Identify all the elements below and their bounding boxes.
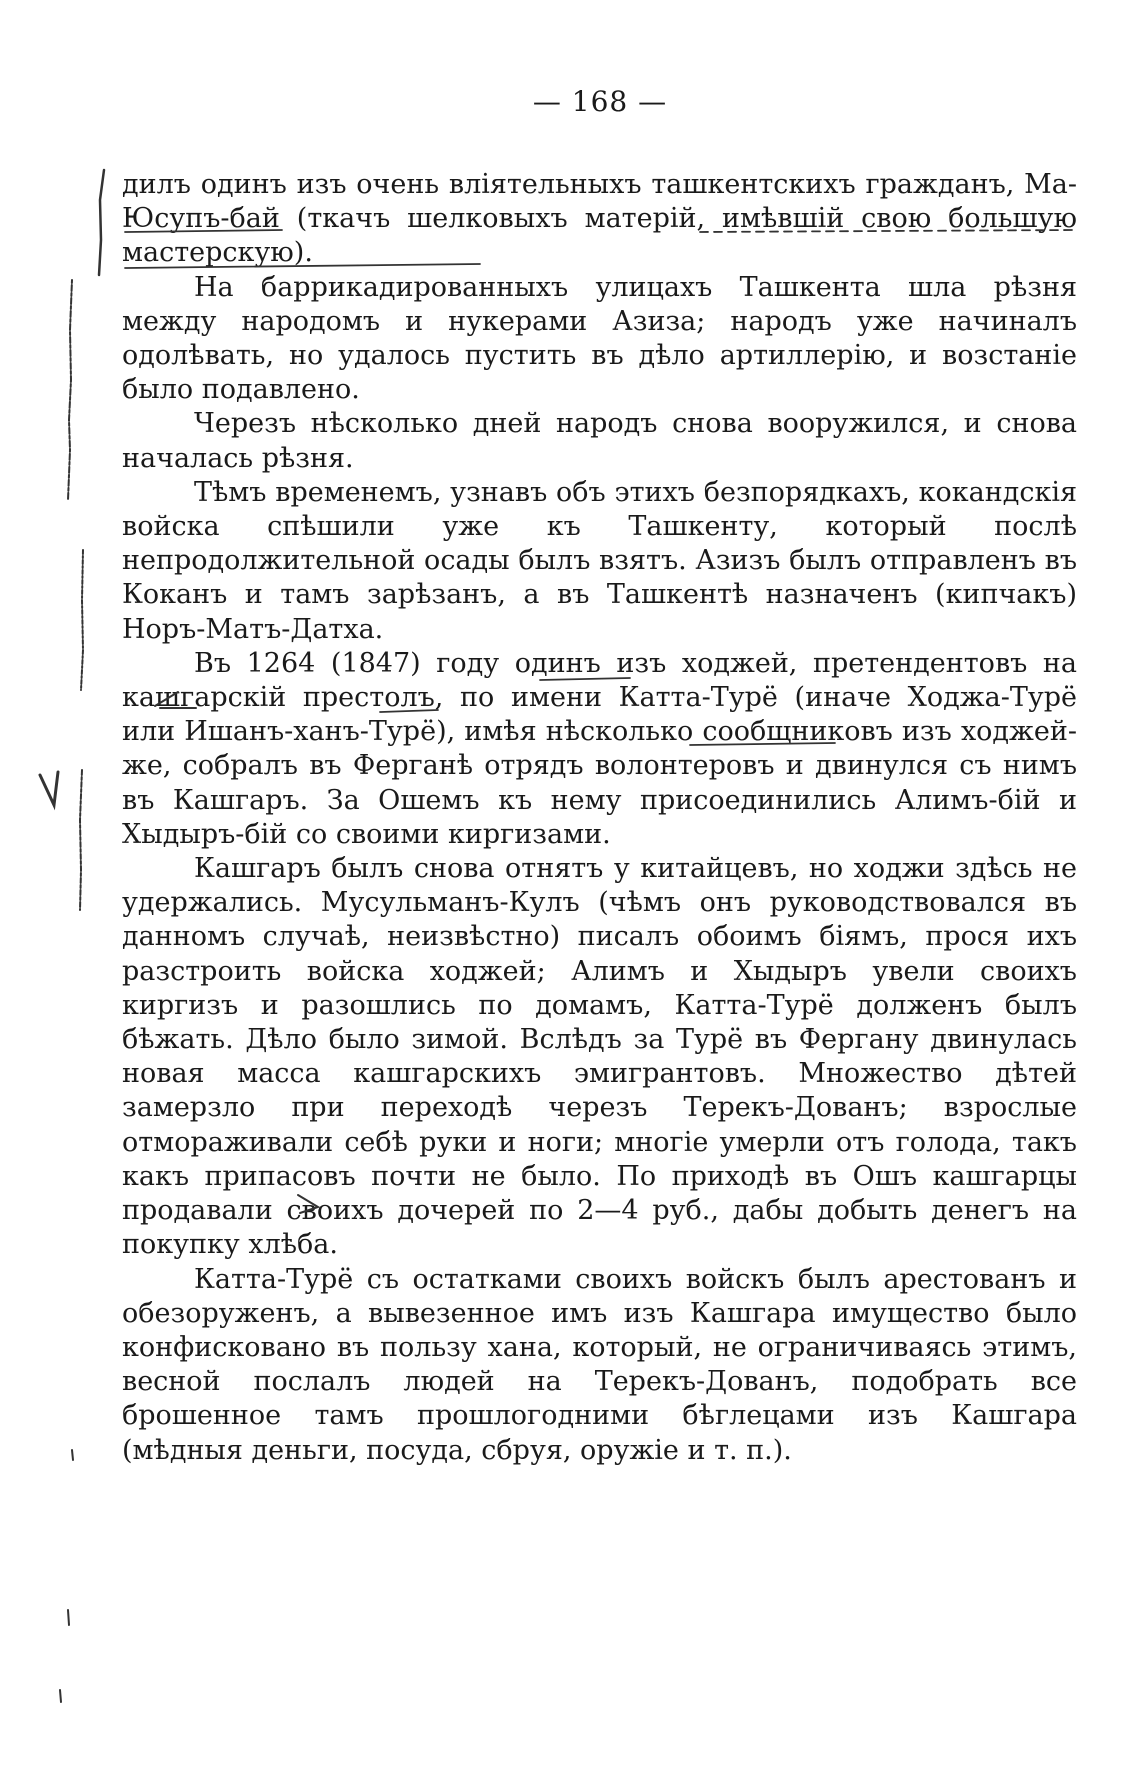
page-number: — 168 — bbox=[532, 85, 668, 118]
margin-line-2 bbox=[81, 550, 83, 690]
paragraph-5: Въ 1264 (1847) году одинъ изъ ходжей, претендентовъ на кашгарскій престолъ, по имени Катта-Турё (иначе Ходжа-Турё или Ишанъ-ханъ-Турё), имѣя нѣсколько сообщниковъ изъ ходжей-же, собралъ въ Ферганѣ отрядъ волонтеровъ и двинулся съ нимъ въ Кашгаръ. За Ошемъ къ нему присоединились Алимъ-бій и Хыдыръ-бій со своими киргизами. bbox=[122, 647, 1077, 850]
paragraph-1: дилъ одинъ изъ очень вліятельныхъ ташкентскихъ гражданъ, Ма-Юсупъ-бай (ткачъ шелковыхъ матерій, имѣвшій свою большую мастерскую). bbox=[122, 169, 1077, 269]
paragraph-6: Кашгаръ былъ снова отнятъ у китайцевъ, но ходжи здѣсь не удержались. Мусульманъ-Кулъ (чѣмъ онъ руководствовался въ данномъ случаѣ, неизвѣстно) писалъ обоимъ біямъ, прося ихъ разстроить войска ходжей; Алимъ и Хыдыръ увели своихъ киргизъ и разошлись по домамъ, Катта-Турё долженъ былъ бѣжать. Дѣло было зимой. Вслѣдъ за Турё въ Фергану двинулась новая масса кашгарскихъ эмигрантовъ. Множество дѣтей замерзло при переходѣ черезъ Терекъ-Дованъ; взрослые отмораживали себѣ руки и ноги; многіе умерли отъ голода, такъ какъ припасовъ почти не было. По приходѣ въ Ошъ кашгарцы продавали своихъ дочерей по 2—4 руб., дабы добыть денегъ на покупку хлѣба. bbox=[122, 853, 1077, 1261]
paragraph-4: Тѣмъ временемъ, узнавъ объ этихъ безпорядкахъ, кокандскія войска спѣшили уже къ Ташкенту, который послѣ непродолжительной осады былъ взятъ. Азизъ былъ отправленъ въ Коканъ и тамъ зарѣзанъ, а въ Ташкентѣ назначенъ (кипчакъ) Норъ-Матъ-Датха. bbox=[122, 476, 1077, 645]
paragraph-3: Черезъ нѣсколько дней народъ снова вооружился, и снова началась рѣзня. bbox=[122, 408, 1077, 474]
margin-check-mark bbox=[40, 772, 58, 805]
margin-tick-3 bbox=[60, 1690, 61, 1702]
paragraph-2: На баррикадированныхъ улицахъ Ташкента шла рѣзня между народомъ и нукерами Азиза; народъ уже начиналъ одолѣвать, но удалось пустить въ дѣло артиллерію, и возстаніе было подавлено. bbox=[122, 271, 1077, 406]
margin-line-1 bbox=[68, 280, 72, 500]
margin-pencil-marks bbox=[0, 0, 140, 1790]
margin-tick-2 bbox=[68, 1610, 69, 1625]
margin-tick-1 bbox=[72, 1450, 73, 1460]
body-text bbox=[122, 168, 1077, 1468]
paragraph-7: Катта-Турё съ остатками своихъ войскъ былъ арестованъ и обезоруженъ, а вывезенное имъ изъ Кашгара имущество было конфисковано въ пользу хана, который, не ограничиваясь этимъ, весной послалъ людей на Терекъ-Дованъ, подобрать все брошенное тамъ прошлогодними бѣглецами изъ Кашгара (мѣдныя деньги, посуда, сбруя, оружіе и т. п.). bbox=[122, 1263, 1077, 1466]
margin-bracket-top bbox=[99, 170, 104, 275]
margin-line-3 bbox=[80, 770, 82, 910]
